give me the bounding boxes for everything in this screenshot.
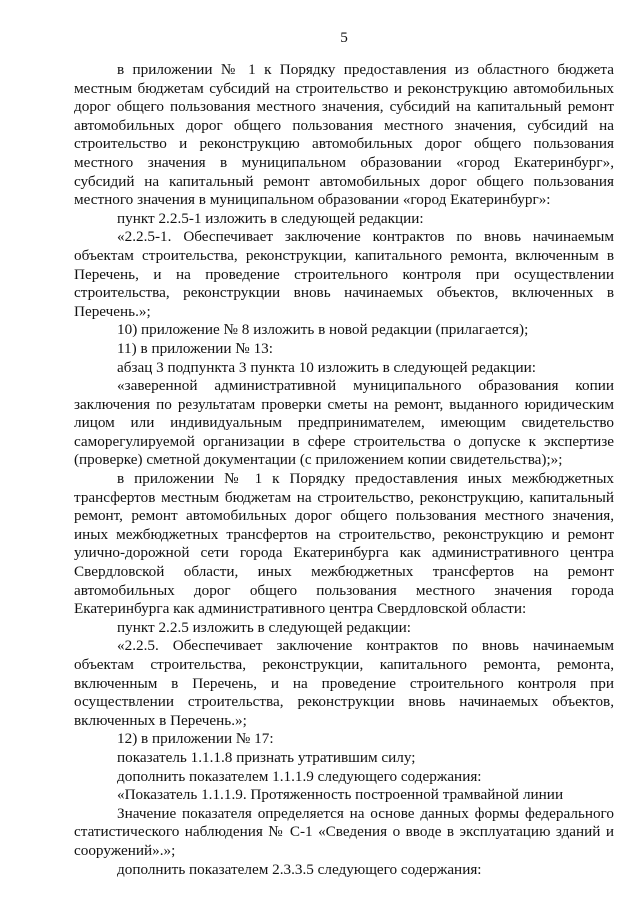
paragraph-clause-2-2-5-text: «2.2.5. Обеспечивает заключение контрактов по вновь начинаемым объектам строительства, реконструкции, капитального ремонта, ремонта, включенным в Перечень, и на проведение строительного контроля при осуществлении строительства, реконструкции вновь начинаемых объектов, включенных в Перечень.»; bbox=[74, 637, 614, 729]
paragraph-item-10: 10) приложение № 8 изложить в новой редакции (прилагается); bbox=[117, 321, 529, 339]
paragraph-clause-2-2-5-intro: пункт 2.2.5 изложить в следующей редакции: bbox=[117, 618, 411, 636]
page-number: 5 bbox=[340, 29, 348, 46]
document-body bbox=[74, 61, 614, 879]
paragraph-clause-2-2-5-1-text: «2.2.5-1. Обеспечивает заключение контрактов по вновь начинаемым объектам строительства, реконструкции, капитального ремонта, включенным в Перечень, и на проведение строительного контроля при осуществлении строительства, реконструкции вновь начинаемых объектов, включенных в Перечень.»; bbox=[74, 228, 614, 320]
paragraph-indicator-1-1-1-9-value: Значение показателя определяется на основе данных формы федерального статистического наблюдения № С-1 «Сведения о вводе в эксплуатацию зданий и сооружений».»; bbox=[74, 804, 614, 859]
paragraph-add-indicator-1-1-1-9: дополнить показателем 1.1.1.9 следующего содержания: bbox=[117, 767, 482, 785]
paragraph-clause-2-2-5-1-intro: пункт 2.2.5-1 изложить в следующей редакции: bbox=[117, 209, 424, 227]
paragraph-indicator-1-1-1-9-title: «Показатель 1.1.1.9. Протяженность построенной трамвайной линии bbox=[117, 786, 564, 804]
paragraph-indicator-1-1-1-8: показатель 1.1.1.8 признать утратившим силу; bbox=[117, 748, 416, 766]
paragraph-amendment-appendix-1-subsidies: в приложении № 1 к Порядку предоставления из областного бюджета местным бюджетам субсидий на строительство и реконструкцию автомобильных дорог общего пользования местного значения, субсидий на капитальный ремонт автомобильных дорог общего пользования местного значения, субсидий на строительство и реконструкцию автомобильных дорог общего пользования местного значения в муниципальном образовании «город Екатеринбург», субсидий на капитальный ремонт автомобильных дорог общего пользования местного значения в муниципальном образовании «город Екатеринбург»: bbox=[74, 61, 614, 209]
paragraph-item-11: 11) в приложении № 13: bbox=[117, 339, 273, 357]
paragraph-amendment-appendix-1-transfers: в приложении № 1 к Порядку предоставления иных межбюджетных трансфертов местным бюджетам на строительство, реконструкцию, капитальный ремонт, ремонт автомобильных дорог общего пользования местного значения, иных межбюджетных трансфертов на строительство, реконструкцию и ремонт улично-дорожной сети города Екатеринбурга как административного центра Свердловской области, иных межбюджетных трансфертов на ремонт автомобильных дорог общего пользования местного значения города Екатеринбурга как административного центра Свердловской области: bbox=[74, 470, 614, 618]
paragraph-item-11-intro: абзац 3 подпункта 3 пункта 10 изложить в следующей редакции: bbox=[117, 358, 537, 376]
paragraph-item-11-text: «заверенной административной муниципального образования копии заключения по результатам проверки сметы на ремонт, выданного юридическим лицом или индивидуальным предпринимателем, имеющим свидетельство саморегулируемой организации в сфере строительства о допуске к экспертизе (проверке) сметной документации (с приложением копии свидетельства);»; bbox=[74, 377, 614, 469]
paragraph-add-indicator-2-3-3-5: дополнить показателем 2.3.3.5 следующего содержания: bbox=[117, 860, 482, 878]
paragraph-item-12: 12) в приложении № 17: bbox=[117, 730, 274, 748]
document-page bbox=[74, 0, 614, 905]
